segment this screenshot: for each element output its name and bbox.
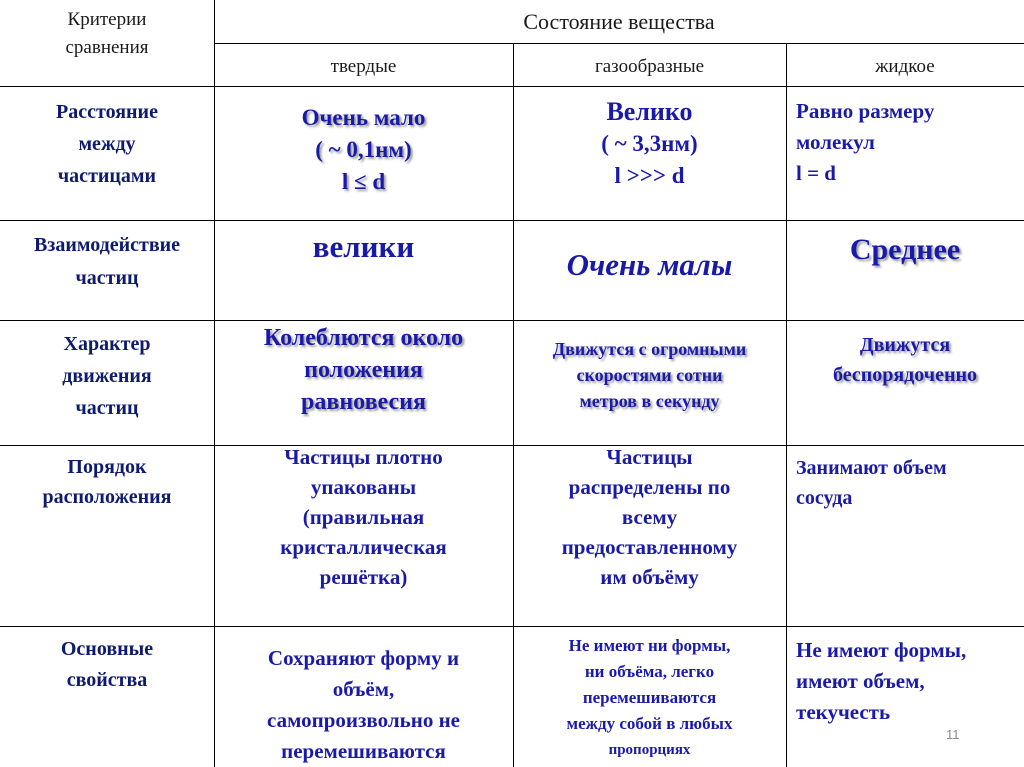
cell-arrangement-gas: Частицы распределены по всему предоставленному им объёму (561, 445, 738, 589)
cell-motion-gas: Движутся с огромными скоростями сотни метров в секунду (552, 339, 747, 411)
cell-properties-liquid: Не имеют формы, имеют объем, текучесть (796, 638, 967, 724)
criterion-distance: Расстояние между частицами (56, 101, 158, 187)
grid-line (0, 86, 1024, 87)
cell-motion-solid: Колеблются около положения равновесия (263, 325, 464, 415)
cell-interaction-solid: велики (312, 229, 415, 264)
cell-distance-solid: Очень мало ( ~ 0,1нм) l ≤ d (301, 105, 426, 194)
column-header-liquid: жидкое (875, 56, 935, 77)
column-header-solid: твердые (330, 56, 397, 77)
cell-interaction-liquid: Среднее (849, 233, 961, 266)
grid-line (786, 44, 787, 767)
page-number: 11 (946, 727, 960, 742)
cell-arrangement-solid: Частицы плотно упакованы (правильная кристаллическая решётка) (280, 445, 447, 589)
grid-line (214, 43, 1024, 44)
grid-line (0, 320, 1024, 321)
cell-motion-liquid: Движутся беспорядоченно (832, 334, 977, 386)
cell-distance-gas: Велико ( ~ 3,3нм) l >>> d (601, 97, 698, 188)
column-header-gas: газообразные (594, 56, 705, 77)
criterion-motion: Характер движения частиц (62, 333, 152, 419)
cell-interaction-gas: Очень малы (566, 247, 733, 282)
criterion-arrangement: Порядок расположения (42, 456, 172, 508)
criterion-interaction: Взаимодействие частиц (33, 234, 181, 289)
cell-distance-liquid: Равно размеру молекул l = d (796, 99, 935, 185)
cell-properties-solid: Сохраняют форму и объём, самопроизвольно не перемешиваются (267, 646, 460, 763)
criteria-header: Критерии сравнения (65, 9, 149, 58)
criterion-properties: Основные свойства (60, 638, 154, 691)
grid-line (0, 626, 1024, 627)
cell-properties-gas: Не имеют ни формы, ни объёма, легко перемешиваются между собой в любых пропорциях (566, 636, 733, 758)
cell-arrangement-liquid: Занимают объем сосуда (796, 457, 947, 509)
state-title: Состояние вещества (523, 9, 715, 34)
grid-line (0, 220, 1024, 221)
